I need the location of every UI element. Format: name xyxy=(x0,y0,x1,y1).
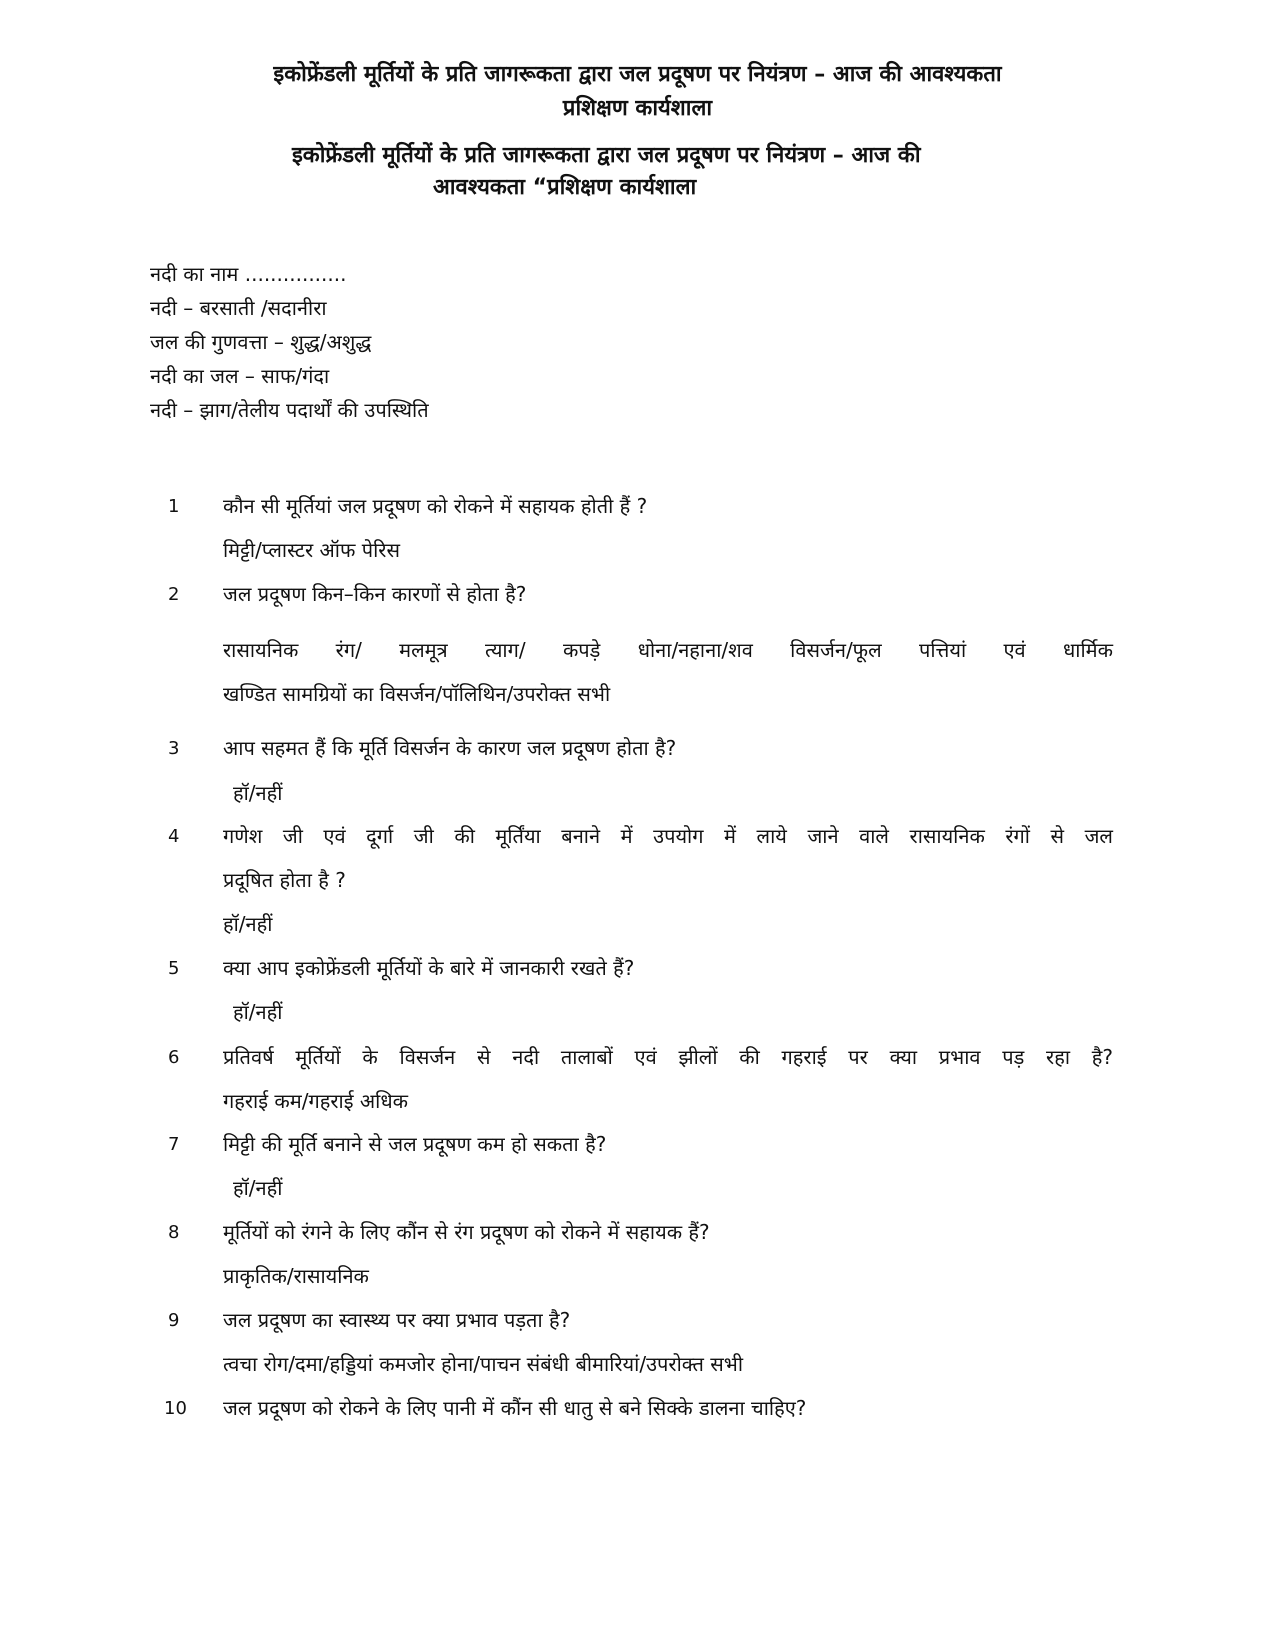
question-number: 2 xyxy=(168,584,180,605)
answer-options: हॉ/नहीं xyxy=(233,781,283,805)
question-text: आप सहमत हैं कि मूर्ति विसर्जन के कारण जल प्रदूषण होता है? xyxy=(223,736,677,760)
question-text: जल प्रदूषण को रोकने के लिए पानी में कौंन सी धातु से बने सिक्के डालना चाहिए? xyxy=(223,1396,807,1420)
subtitle-line-2: आवश्यकता “प्रशिक्षण कार्यशाला xyxy=(433,175,697,200)
answer-options: मिट्टी/प्लास्टर ऑफ पेरिस xyxy=(223,538,400,562)
question-text: कौन सी मूर्तियां जल प्रदूषण को रोकने में सहायक होती हैं ? xyxy=(223,494,648,518)
question-number: 7 xyxy=(168,1134,180,1155)
title-line-1: इकोफ्रेंडली मूर्तियों के प्रति जागरूकता द्वारा जल प्रदूषण पर नियंत्रण – आज की आवश्यकता xyxy=(273,62,1002,87)
question-text: मूर्तियों को रंगने के लिए कौंन से रंग प्रदूषण को रोकने में सहायक हैं? xyxy=(223,1220,710,1244)
answer-options: हॉ/नहीं xyxy=(223,912,273,936)
question-number: 5 xyxy=(168,958,180,979)
info-river-name: नदी का नाम ................ xyxy=(150,262,347,286)
info-foam-oil: नदी – झाग/तेलीय पदार्थों की उपस्थिति xyxy=(150,398,429,422)
question-text: जल प्रदूषण का स्वास्थ्य पर क्या प्रभाव पड़ता है? xyxy=(223,1308,571,1332)
question-number: 4 xyxy=(168,826,180,847)
info-river-type: नदी – बरसाती /सदानीरा xyxy=(150,296,327,320)
info-water-clarity: नदी का जल – साफ/गंदा xyxy=(150,364,330,388)
question-number: 8 xyxy=(168,1222,180,1243)
document-title xyxy=(150,58,1125,126)
answer-options: रासायनिक रंग/ मलमूत्र त्याग/ कपड़े धोना/नहाना/शव विसर्जन/फूल पत्तियां एवं धार्मिक xyxy=(223,638,1113,662)
answer-options: त्वचा रोग/दमा/हड्डियां कमजोर होना/पाचन संबंधी बीमारियां/उपरोक्त सभी xyxy=(223,1352,743,1376)
answer-options: हॉ/नहीं xyxy=(233,1000,283,1024)
question-text: जल प्रदूषण किन–किन कारणों से होता है? xyxy=(223,582,527,606)
subtitle-line-1: इकोफ्रेंडली मूर्तियों के प्रति जागरूकता द्वारा जल प्रदूषण पर नियंत्रण – आज की xyxy=(292,143,921,168)
question-number: 1 xyxy=(168,496,180,517)
title-line-2: प्रशिक्षण कार्यशाला xyxy=(562,96,713,121)
question-number: 3 xyxy=(168,738,180,759)
question-text: मिट्टी की मूर्ति बनाने से जल प्रदूषण कम हो सकता है? xyxy=(223,1132,607,1156)
question-number: 10 xyxy=(164,1398,187,1419)
info-water-quality: जल की गुणवत्ता – शुद्ध/अशुद्ध xyxy=(150,330,372,354)
answer-options: गहराई कम/गहराई अधिक xyxy=(223,1089,409,1113)
question-text: क्या आप इकोफ्रेंडली मूर्तियों के बारे में जानकारी रखते हैं? xyxy=(223,956,635,980)
question-text-continued: प्रदूषित होता है ? xyxy=(223,868,346,892)
answer-options: हॉ/नहीं xyxy=(233,1176,283,1200)
question-number: 9 xyxy=(168,1310,180,1331)
question-text: गणेश जी एवं दूर्गा जी की मूर्तिंया बनाने में उपयोग में लाये जाने वाले रासायनिक रंगों से जल xyxy=(223,824,1113,848)
answer-options: प्राकृतिक/रासायनिक xyxy=(223,1264,369,1288)
river-info xyxy=(150,257,429,427)
answer-options: खण्डित सामग्रियों का विसर्जन/पॉलिथिन/उपरोक्त सभी xyxy=(223,682,611,706)
question-number: 6 xyxy=(168,1047,180,1068)
question-text: प्रतिवर्ष मूर्तियों के विसर्जन से नदी तालाबों एवं झीलों की गहराई पर क्या प्रभाव पड़ रहा है? xyxy=(223,1045,1113,1069)
